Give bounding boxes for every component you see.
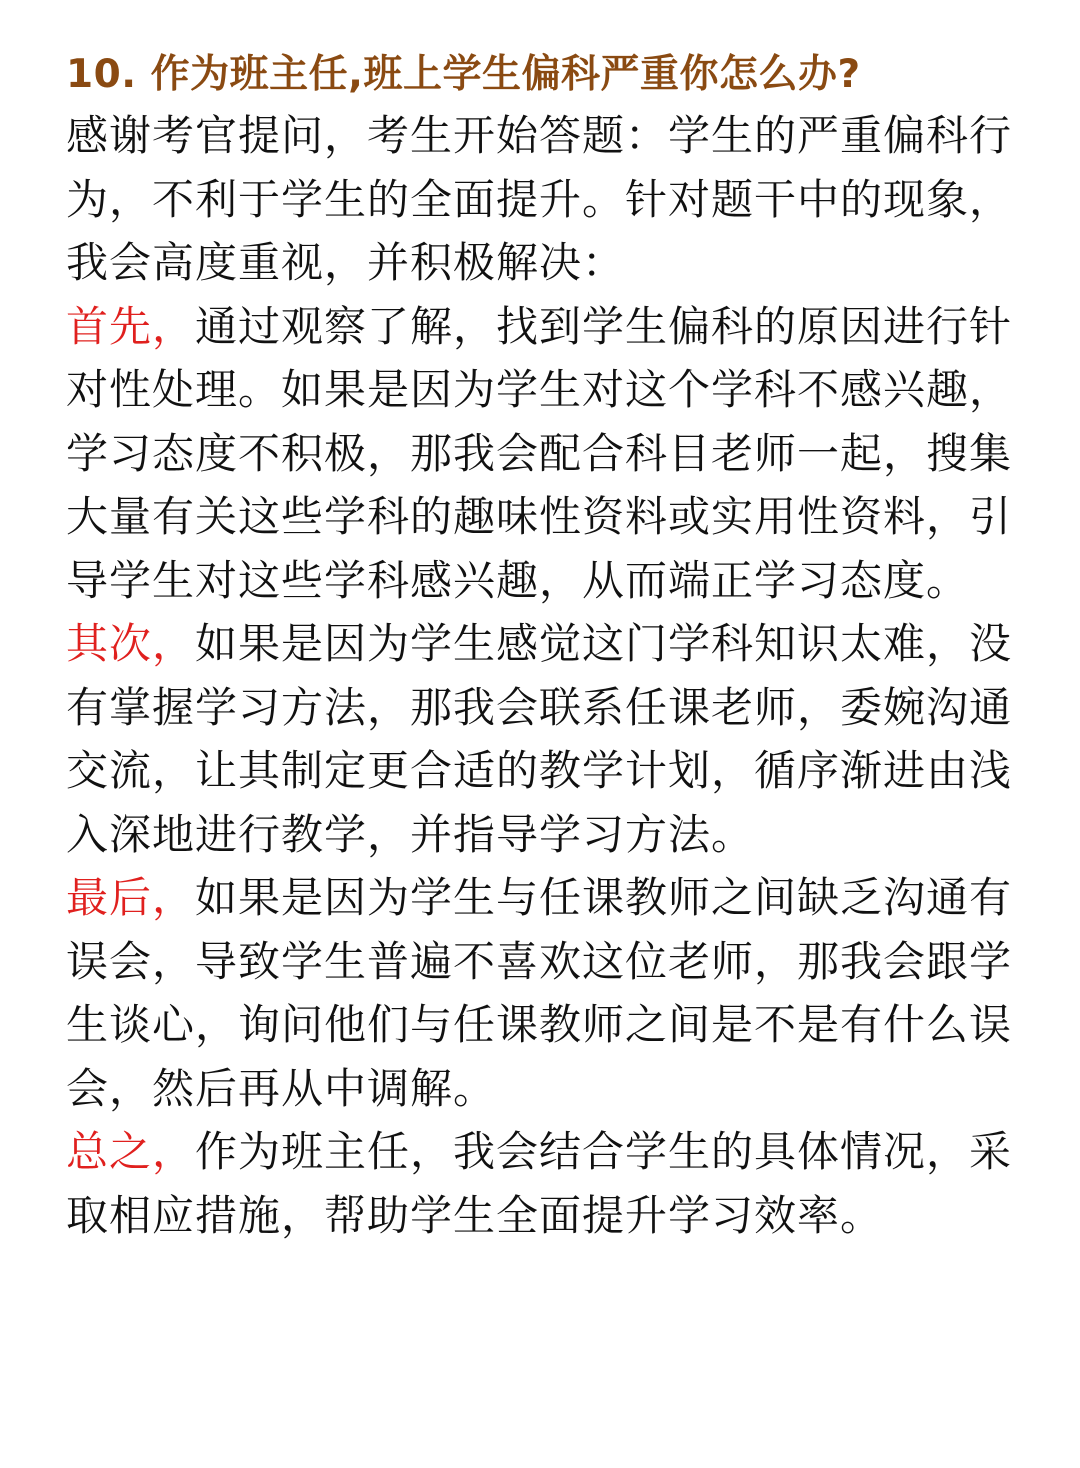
paragraph-last-text: 如果是因为学生与任课教师之间缺乏沟通有误会，导致学生普遍不喜欢这位老师，那我会跟学生谈心，询问他们与任课教师之间是不是有什么误会，然后再从中调解。 — [66, 873, 1013, 1113]
paragraph-summary — [66, 1120, 1016, 1247]
paragraph-last — [66, 866, 1016, 1120]
paragraph-first — [66, 295, 1016, 613]
paragraph-first-text: 通过观察了解，找到学生偏科的原因进行针对性处理。如果是因为学生对这个学科不感兴趣，学习态度不积极，那我会配合科目老师一起，搜集大量有关这些学科的趣味性资料或实用性资料，引导学生对这些学科感兴趣，从而端正学习态度。 — [66, 301, 1013, 605]
paragraph-second-text: 如果是因为学生感觉这门学科知识太难，没有掌握学习方法，那我会联系任课老师，委婉沟通交流，让其制定更合适的教学计划，循序渐进由浅入深地进行教学，并指导学习方法。 — [66, 619, 1013, 859]
lead-summary: 总之， — [66, 1127, 196, 1176]
lead-last: 最后， — [66, 873, 196, 922]
question-title: 10. 作为班主任,班上学生偏科严重你怎么办? — [66, 52, 861, 97]
answer-body — [66, 104, 1016, 1247]
lead-first: 首先， — [66, 301, 196, 351]
intro-paragraph: 感谢考官提问，考生开始答题：学生的严重偏科行为，不利于学生的全面提升。针对题干中的现象，我会高度重视，并积极解决： — [66, 111, 1013, 287]
document-page — [66, 46, 1016, 1247]
lead-second: 其次， — [66, 619, 196, 668]
paragraph-summary-text: 作为班主任，我会结合学生的具体情况，采取相应措施，帮助学生全面提升学习效率。 — [66, 1127, 1013, 1240]
paragraph-second — [66, 612, 1016, 866]
